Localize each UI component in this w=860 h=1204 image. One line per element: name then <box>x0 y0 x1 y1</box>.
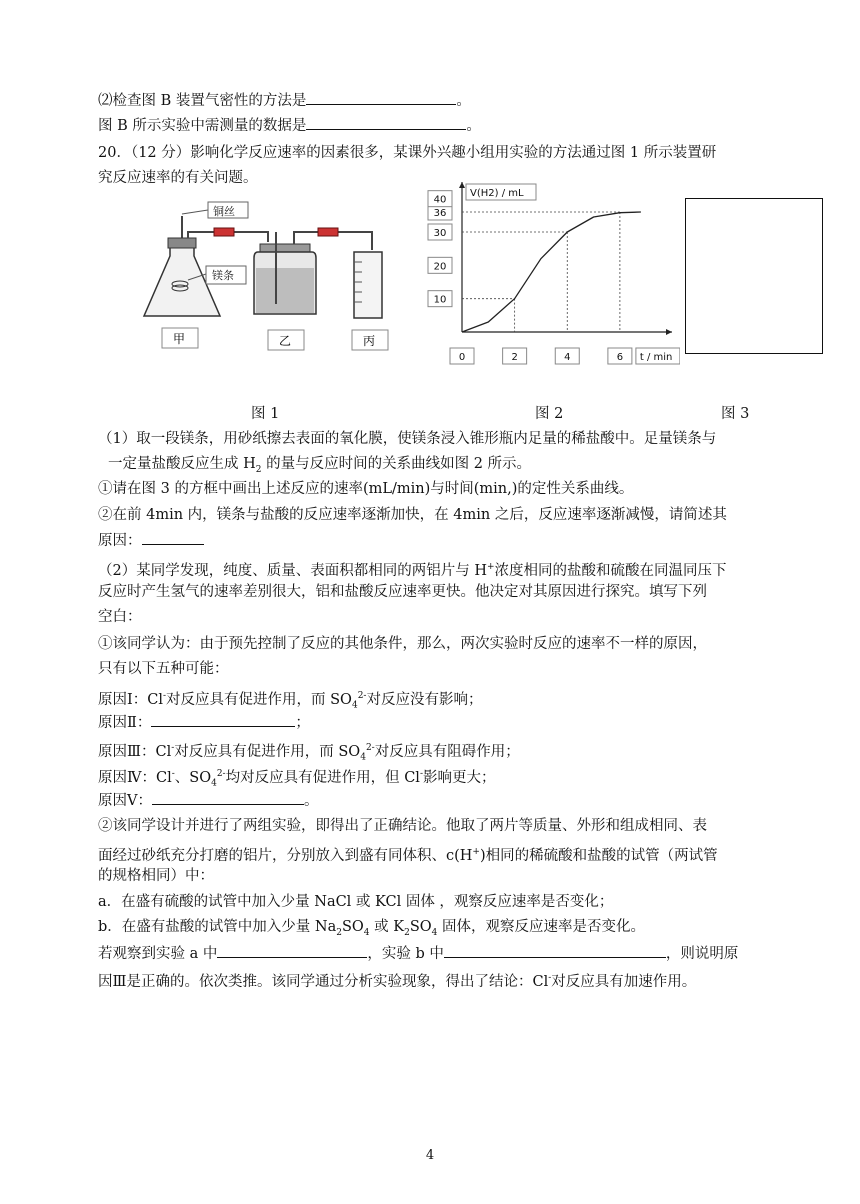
x-tick-label: 2 <box>511 352 518 363</box>
part2-q1-1: ①该同学认为：由于预先控制了反应的其他条件，那么，两次实验时反应的速率不一样的原因， <box>98 636 707 652</box>
mg-label: 镁条 <box>212 269 234 282</box>
answer-blank[interactable] <box>142 530 204 545</box>
conclusion-1: 若观察到实验 a 中 ，实验 b 中 ，则说明原 <box>98 943 738 964</box>
y-tick-label: 20 <box>433 261 447 273</box>
figure-1-apparatus <box>140 196 400 356</box>
y-tick-label: 30 <box>433 228 447 239</box>
conclusion-2: 因Ⅲ是正确的。依次类推。该同学通过分析实验现象，得出了结论：Cl-对反应具有加速作用。 <box>98 973 697 990</box>
q19-line-2: 图 B 所示实验中需测量的数据是 。 <box>98 115 481 136</box>
q19-line-1: ⑵检查图 B 装置气密性的方法是 。 <box>98 90 471 111</box>
page-number: 4 <box>425 1148 435 1163</box>
copper-label: 铜丝 <box>213 205 235 218</box>
answer-blank[interactable] <box>444 943 666 958</box>
figure-3-box[interactable] <box>685 198 823 354</box>
figure-2-caption: 图 2 <box>535 406 564 422</box>
x-tick-label: 4 <box>564 352 571 363</box>
reason-5: 原因Ⅴ： 。 <box>98 790 318 811</box>
y-tick-label: 36 <box>433 208 447 219</box>
part2-q2-2: 面经过砂纸充分打磨的铝片，分别放入到盛有同体积、c(H+)相同的稀硫酸和盐酸的试管（两试管 <box>98 847 718 864</box>
x-axis-arrow <box>666 329 672 335</box>
experiment-a: a．在盛有硫酸的试管中加入少量 NaCl 或 KCl 固体 ，观察反应速率是否变化； <box>98 894 614 910</box>
figure-3-caption: 图 3 <box>721 406 750 422</box>
part1-q2-2: 原因： <box>98 530 204 551</box>
part2-q2-1: ②该同学设计并进行了两组实验，即得出了正确结论。他取了两片等质量、外形和组成相同、表 <box>98 818 707 834</box>
part2-para-2: 反应时产生氢气的速率差别很大，铝和盐酸反应速率更快。他决定对其原因进行探究。填写下列 <box>98 584 707 600</box>
y-axis-label: V(H2) / mL <box>470 188 524 199</box>
reason-2: 原因Ⅱ： ； <box>98 712 310 733</box>
figure-2-chart <box>420 180 680 370</box>
answer-blank[interactable] <box>152 790 304 805</box>
part1-q2-1: ②在前 4min 内，镁条与盐酸的反应速率逐渐加快，在 4min 之后，反应速率逐渐减慢，请简述其 <box>98 507 727 523</box>
experiment-b: b．在盛有盐酸的试管中加入少量 $Na_2SO_4$ 或 $K_2SO_4$ 固体，观察反应速率是否变化。 <box>98 919 645 938</box>
y-tick-label: 10 <box>433 294 447 306</box>
answer-blank[interactable] <box>217 943 367 958</box>
part1-para-2: 一定量盐酸反应生成 $H_2$ 的量与反应时间的关系曲线如图 2 所示。 <box>108 456 532 475</box>
label-bing: 丙 <box>363 334 376 348</box>
x-tick-label: 6 <box>616 352 624 363</box>
series-line <box>462 212 641 332</box>
x-tick-label: 0 <box>458 352 466 363</box>
y-tick-label: 40 <box>433 194 447 206</box>
q20-intro-2: 究反应速率的有关问题。 <box>98 170 258 186</box>
reason-3: 原因Ⅲ：Cl-对反应具有促进作用，而 $SO_4^{2-}$对反应具有阻碍作用； <box>98 743 520 763</box>
label-yi: 乙 <box>279 334 292 348</box>
part2-q1-2: 只有以下五种可能： <box>98 661 229 677</box>
x-axis-label: t / min <box>639 352 673 363</box>
y-axis-arrow <box>459 182 465 188</box>
part1-para-1: （1）取一段镁条，用砂纸擦去表面的氧化膜，使镁条浸入锥形瓶内足量的稀盐酸中。足量镁条与 <box>98 431 717 447</box>
answer-blank[interactable] <box>151 712 295 727</box>
q20-intro-1: 20．（12 分）影响化学反应速率的因素很多，某课外兴趣小组用实验的方法通过图 1 所示装置研 <box>98 145 717 161</box>
part1-q1: ①请在图 3 的方框中画出上述反应的速率(mL/min)与时间(min,)的定性关系曲线。 <box>98 481 634 497</box>
answer-blank[interactable] <box>306 90 456 105</box>
answer-blank[interactable] <box>306 115 466 130</box>
reason-1: 原因Ⅰ：Cl-对反应具有促进作用，而 $SO_4^{2-}$对反应没有影响； <box>98 691 483 711</box>
part2-para-3: 空白： <box>98 609 142 625</box>
part2-para-1: （2）某同学发现，纯度、质量、表面积都相同的两铝片与 H+浓度相同的盐酸和硫酸在同温同压下 <box>98 562 727 579</box>
figure-1-caption: 图 1 <box>251 406 280 422</box>
part2-q2-3: 的规格相同）中： <box>98 868 214 884</box>
reason-4: 原因Ⅳ：Cl-、$SO_4^{2-}$均对反应具有促进作用，但 Cl-影响更大； <box>98 769 496 789</box>
label-jia: 甲 <box>173 332 186 346</box>
